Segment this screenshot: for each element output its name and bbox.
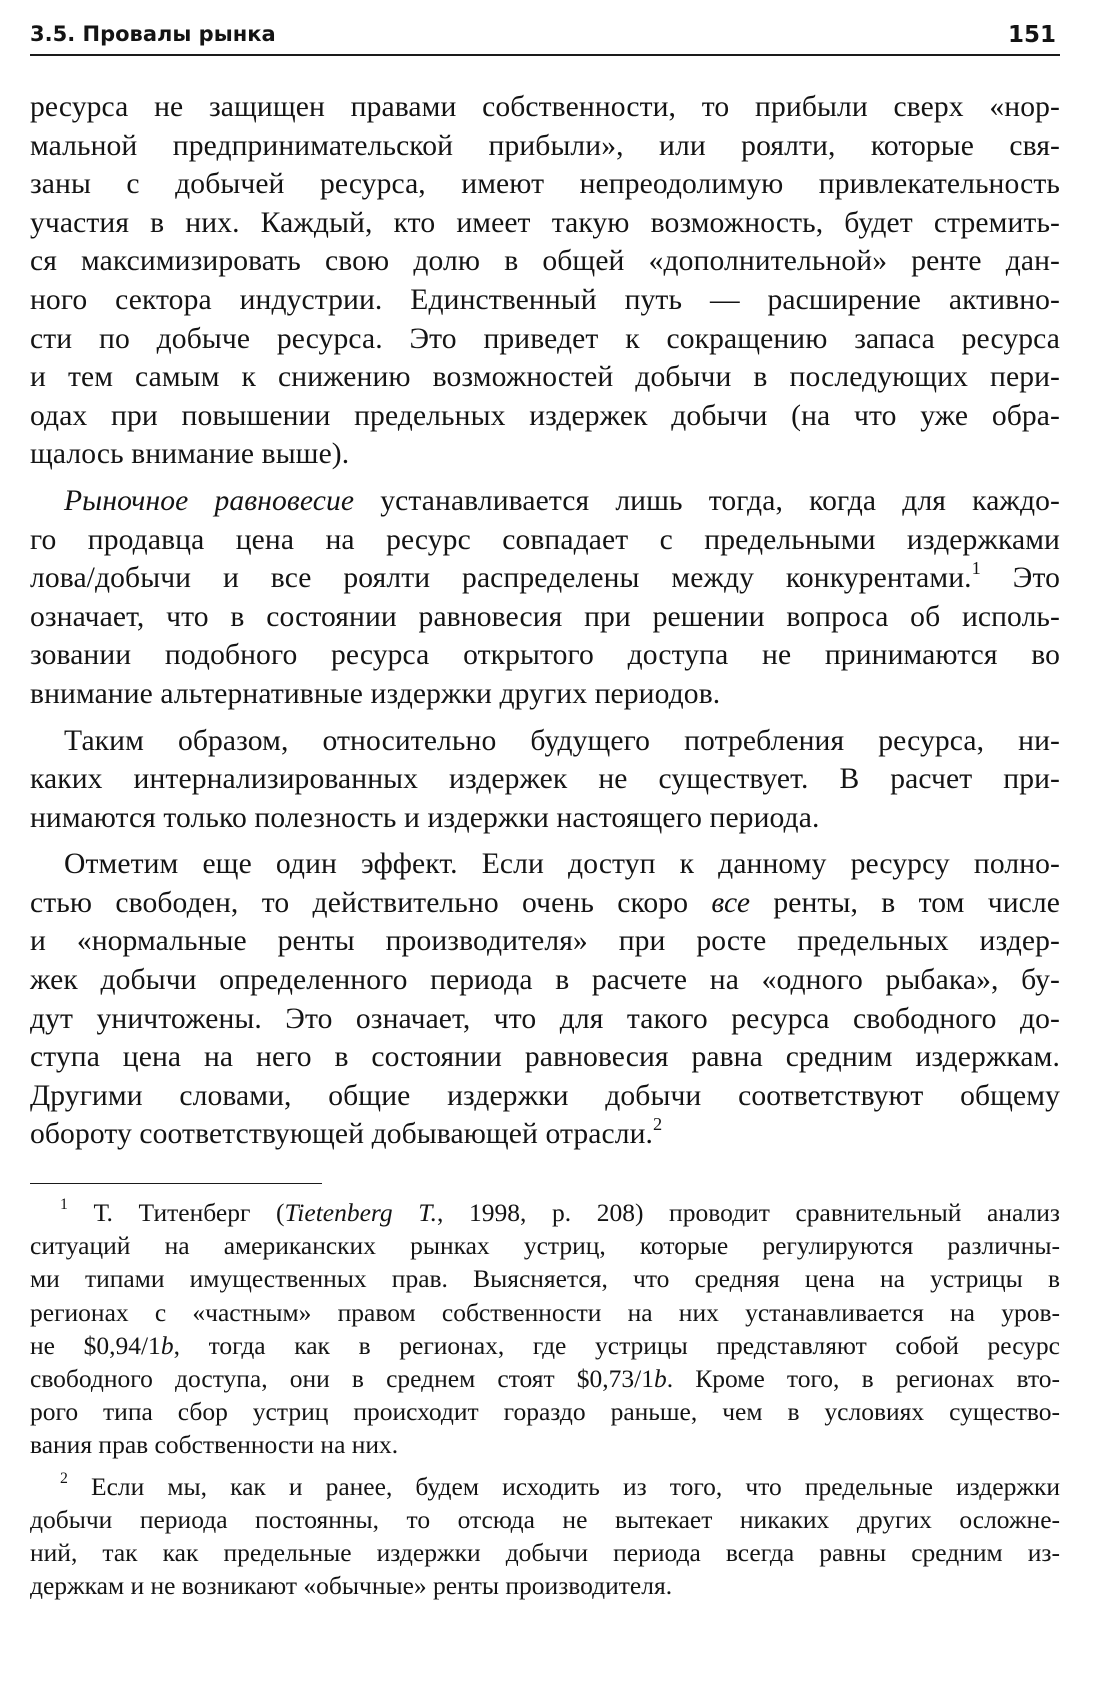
text-span: ренты, в том числе xyxy=(750,886,1060,919)
text-line: го продавца цена на ресурс совпадает с предельными издержками xyxy=(30,523,1060,556)
footnote-1 xyxy=(30,1196,1060,1462)
text-line: держкам и не возникают «обычные» ренты производителя. xyxy=(30,1571,673,1601)
text-line: дут уничтожены. Это означает, что для такого ресурса свободного до- xyxy=(30,1002,1060,1035)
main-text xyxy=(30,88,1060,1154)
footnote-ref-2: 2 xyxy=(653,1113,663,1134)
text-line: ся максимизировать свою долю в общей «дополнительной» ренте дан- xyxy=(30,245,1060,278)
text-span: , 1998, p. 208) проводит сравнительный анализ xyxy=(436,1198,1060,1227)
text-line xyxy=(30,1196,1060,1229)
paragraph-3 xyxy=(30,722,1060,838)
italic-citation: Tietenberg T. xyxy=(284,1198,437,1227)
text-line: Отметим еще один эффект. Если доступ к данному ресурсу полно- xyxy=(64,848,1060,881)
footnotes xyxy=(30,1196,1060,1602)
text-span: лова/добычи и все роялти распределены между конкурентами. xyxy=(30,562,972,595)
text-line: каких интернализированных издержек не существует. В расчет при- xyxy=(30,763,1060,796)
text-line: внимание альтернативные издержки других периодов. xyxy=(30,677,721,710)
footnote-divider xyxy=(30,1183,322,1184)
text-line: Другими словами, общие издержки добычи соответствуют общему xyxy=(30,1079,1060,1112)
text-span: Это xyxy=(980,562,1060,595)
text-line: добычи периода постоянны, то отсюда не вытекает никаких других осложне- xyxy=(30,1504,1060,1534)
italic-unit: b xyxy=(654,1363,667,1393)
text-line: ступа цена на него в состоянии равновесия равна средним издержкам. xyxy=(30,1041,1060,1074)
text-span: свободного доступа, они в среднем стоят $0,73/1 xyxy=(30,1363,655,1393)
text-line: жек добычи определенного периода в расчете на «одного рыбака», бу- xyxy=(30,964,1060,997)
text-line xyxy=(30,1329,1060,1362)
text-line: участия в них. Каждый, кто имеет такую возможность, будет стремить- xyxy=(30,206,1060,239)
text-line: мальной предпринимательской прибыли», или роялти, которые свя- xyxy=(30,129,1060,162)
footnote-mark-2: 2 xyxy=(60,1469,68,1487)
text-line xyxy=(30,482,1060,521)
footnote-2 xyxy=(30,1470,1060,1603)
text-line xyxy=(30,884,1060,923)
text-line: одах при повышении предельных издержек добычи (на что уже обра- xyxy=(30,399,1060,432)
page-number: 151 xyxy=(1007,22,1056,48)
paragraph-4 xyxy=(30,845,1060,1154)
running-header xyxy=(30,18,1060,56)
text-line: вания прав собственности на них. xyxy=(30,1430,399,1460)
paragraph-1 xyxy=(30,88,1060,474)
text-line xyxy=(30,1362,1060,1395)
text-line: Таким образом, относительно будущего потребления ресурса, ни- xyxy=(64,724,1060,757)
text-line: заны с добычей ресурса, имеют непреодолимую привлекательность xyxy=(30,168,1060,201)
text-line: нимаются только полезность и издержки настоящего периода. xyxy=(30,801,820,834)
text-line: и «нормальные ренты производителя» при росте предельных издер- xyxy=(30,925,1060,958)
text-span: обороту соответствующей добывающей отрасли. xyxy=(30,1118,654,1151)
text-line xyxy=(30,1470,1060,1503)
italic-word: все xyxy=(711,886,751,919)
text-line: щалось внимание выше). xyxy=(30,438,350,471)
text-line: ситуаций на американских рынках устриц, которые регулируются различны- xyxy=(30,1231,1060,1261)
text-span: стью свободен, то действительно очень скоро xyxy=(30,886,712,919)
paragraph-2 xyxy=(30,482,1060,714)
text-span: Т. Титенберг ( xyxy=(67,1198,285,1227)
text-line: рого типа сбор устриц происходит гораздо раньше, чем в условиях существо- xyxy=(30,1397,1060,1427)
footnote-ref-1: 1 xyxy=(971,557,981,578)
italic-unit: b xyxy=(160,1330,174,1360)
text-line xyxy=(30,1115,1060,1154)
term-italic: Рыночное равновесие xyxy=(64,484,355,517)
text-line: регионах с «частным» правом собственности на них устанавливается на уров- xyxy=(30,1297,1060,1327)
text-line xyxy=(30,559,1060,598)
text-span: устанавливается лишь тогда, когда для каждо- xyxy=(354,484,1060,517)
text-line: сти по добыче ресурса. Это приведет к сокращению запаса ресурса xyxy=(30,322,1060,355)
section-title: 3.5. Провалы рынка xyxy=(30,22,276,46)
footnote-mark-1: 1 xyxy=(60,1196,68,1214)
text-line: ми типами имущественных прав. Выясняется, что средняя цена на устрицы в xyxy=(30,1264,1060,1294)
text-line: ресурса не защищен правами собственности, то прибыли сверх «нор- xyxy=(30,91,1060,123)
text-span: не $0,94/1 xyxy=(30,1330,161,1360)
text-span: , тогда как в регионах, где устрицы представляют собой ресурс xyxy=(173,1330,1060,1360)
text-line: ний, так как предельные издержки добычи периода всегда равны средним из- xyxy=(30,1537,1060,1567)
text-line: ного сектора индустрии. Единственный путь — расширение активно- xyxy=(30,283,1060,316)
text-span: . Кроме того, в регионах вто- xyxy=(666,1363,1060,1393)
text-line: зовании подобного ресурса открытого доступа не принимаются во xyxy=(30,639,1060,672)
text-line: и тем самым к снижению возможностей добычи в последующих пери- xyxy=(30,361,1060,394)
text-line: означает, что в состоянии равновесия при решении вопроса об исполь- xyxy=(30,600,1060,633)
text-span: Если мы, как и ранее, будем исходить из того, что предельные издержки xyxy=(67,1471,1060,1501)
